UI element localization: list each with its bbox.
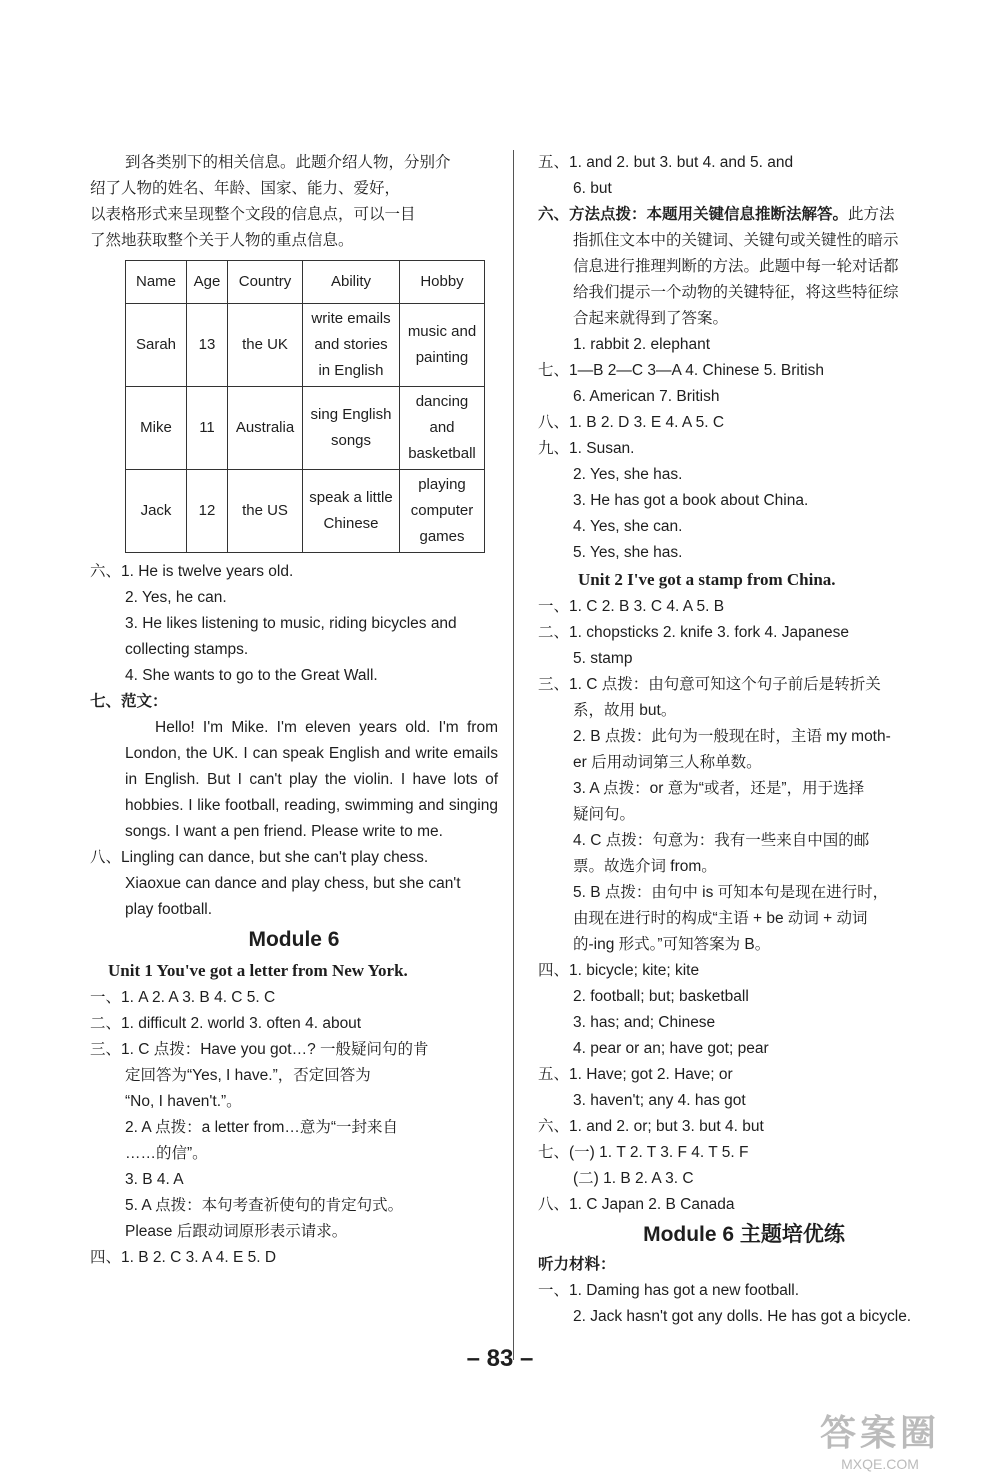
answer-line: 合起来就得到了答案。 [573,310,729,327]
answer-line: 4. Yes, she can. [573,518,683,535]
answer-line: 三、1. C 点拨：由句意可知这个句子前后是转折关 [538,676,881,693]
answer-line: 票。故选介词 from。 [573,858,717,875]
answer-line: 的-ing 形式。”可知答案为 B。 [573,936,771,953]
answer-line: 定回答为“Yes, I have.”，否定回答为 [125,1067,371,1084]
answer-line: 八、1. B 2. D 3. E 4. A 5. C [538,414,725,431]
right-column [538,150,950,1330]
answer-line: 6. but [573,180,612,197]
table-header: Name [126,261,187,304]
answer-line: 2. Yes, she has. [573,466,683,483]
answer-line: 5. A 点拨：本句考查祈使句的肯定句式。 [125,1197,404,1214]
table-header: Hobby [400,261,485,304]
table-cell: sing English songs [303,387,400,470]
answer-line: 九、1. Susan. [538,440,635,457]
answer-line: 一、1. Daming has got a new football. [538,1282,800,1299]
page-number: – 83 – [466,1345,534,1372]
table-cell: Jack [126,470,187,553]
answer-line: 五、1. and 2. but 3. but 4. and 5. and [538,154,794,171]
table-cell: write emails and stories in English [303,304,400,387]
answer-line: 3. He has got a book about China. [573,492,809,509]
method-tip-line [538,202,950,228]
table-cell: 11 [187,387,228,470]
table-cell: 13 [187,304,228,387]
answer-line: 六、1. He is twelve years old. [90,563,294,580]
answer-line: er 后用动词第三人称单数。 [573,754,762,771]
watermark-logo [780,1405,980,1472]
table-row [126,304,485,387]
table-cell: the US [228,470,303,553]
answer-line: 一、1. C 2. B 3. C 4. A 5. B [538,598,725,615]
intro-line: 以表格形式来呈现整个文段的信息点，可以一目 [90,206,416,223]
answer-line: 系，故用 but。 [573,702,677,719]
table-header-row [126,261,485,304]
answer-line: (二) 1. B 2. A 3. C [573,1170,694,1187]
answer-line: 4. C 点拨：句意为：我有一些来自中国的邮 [573,832,870,849]
answer-line: 3. has; and; Chinese [573,1014,716,1031]
answer-line: 八、Lingling can dance, but she can't play chess. [90,849,429,866]
answer-line: 3. He likes listening to music, riding bicycles and [125,615,457,632]
answer-line: ……的信”。 [125,1145,208,1162]
method-tip-bold: 本题用关键信息推断法解答。 [646,206,849,223]
answer-line: 2. B 点拨：此句为一般现在时，主语 my moth- [573,728,891,745]
answer-line: 3. haven't; any 4. has got [573,1092,746,1109]
answer-line: 疑问句。 [573,806,636,823]
table-cell: speak a little Chinese [303,470,400,553]
table-cell: the UK [228,304,303,387]
answer-line: 六、1. and 2. or; but 3. but 4. but [538,1118,764,1135]
table-cell: Australia [228,387,303,470]
answer-line: 二、1. chopsticks 2. knife 3. fork 4. Japanese [538,624,850,641]
listening-label: 听力材料： [538,1256,616,1273]
table-row [126,387,485,470]
answer-line: 八、1. C Japan 2. B Canada [538,1196,735,1213]
answer-line: 4. pear or an; have got; pear [573,1040,769,1057]
person-info-table [125,260,485,553]
answer-line: 3. B 4. A [125,1171,184,1188]
table-cell: Sarah [126,304,187,387]
answer-line: 七、(一) 1. T 2. T 3. F 4. T 5. F [538,1144,749,1161]
unit-title: Unit 2 I've got a stamp from China. [578,570,836,589]
module-title: Module 6 主题培优练 [643,1223,845,1246]
answer-line: 四、1. B 2. C 3. A 4. E 5. D [90,1249,277,1266]
model-essay-text: Hello! I'm Mike. I'm eleven years old. I'm from London, the UK. I can speak English and write emails in English. But I can't play the violin. I have lots of hobbies. I like football, reading, swimming and singing songs. I want a pen friend. Please write to me. [125,719,498,840]
answer-line: play football. [125,901,213,918]
method-tip-label: 六、方法点拨： [538,206,647,223]
answer-line: 1. rabbit 2. elephant [573,336,711,353]
answer-line: 一、1. A 2. A 3. B 4. C 5. C [90,989,276,1006]
answer-line: 七、1—B 2—C 3—A 4. Chinese 5. British [538,362,825,379]
watermark-small-text: MXQE.COM [841,1456,919,1472]
answer-line: Xiaoxue can dance and play chess, but she can't [125,875,461,892]
answer-line: 三、1. C 点拨：Have you got…? 一般疑问句的肯 [90,1041,429,1058]
answer-line: 四、1. bicycle; kite; kite [538,962,700,979]
answer-line: 2. Jack hasn't got any dolls. He has got a bicycle. [573,1308,912,1325]
intro-line: 了然地获取整个关于人物的重点信息。 [90,232,354,249]
left-column [90,150,498,1271]
model-essay-label: 七、范文： [90,693,168,710]
answer-line: 2. A 点拨：a letter from…意为“一封来自 [125,1119,399,1136]
answer-line: 5. B 点拨：由句中 is 可知本句是现在进行时， [573,884,889,901]
column-divider [513,150,514,1360]
table-header: Ability [303,261,400,304]
answer-line: 五、1. Have; got 2. Have; or [538,1066,733,1083]
answer-line: 信息进行推理判断的方法。此题中每一轮对话都 [573,258,899,275]
answer-line: 给我们提示一个动物的关键特征，将这些特征综 [573,284,899,301]
method-tip-rest: 此方法 [848,206,895,223]
watermark-big-text: 答案圈 [819,1412,940,1453]
answer-line: collecting stamps. [125,641,249,658]
answer-line: 由现在进行时的构成“主语 + be 动词 + 动词 [573,910,868,927]
table-cell: Mike [126,387,187,470]
answer-line: “No, I haven't.”。 [125,1093,242,1110]
table-cell: 12 [187,470,228,553]
answer-line: 5. Yes, she has. [573,544,683,561]
answer-line: 2. football; but; basketball [573,988,749,1005]
table-cell: dancing and basketball [400,387,485,470]
intro-line: 到各类别下的相关信息。此题介绍人物，分别介 [125,154,451,171]
answer-line: 3. A 点拨：or 意为“或者，还是”，用于选择 [573,780,865,797]
table-row [126,470,485,553]
table-header: Age [187,261,228,304]
intro-line: 绍了人物的姓名、年龄、国家、能力、爱好， [90,180,401,197]
answer-line: 指抓住文本中的关键词、关键句或关键性的暗示 [573,232,899,249]
table-cell: music and painting [400,304,485,387]
unit-title: Unit 1 You've got a letter from New York. [108,961,408,980]
table-header: Country [228,261,303,304]
answer-line: Please 后跟动词原形表示请求。 [125,1223,348,1240]
answer-line: 二、1. difficult 2. world 3. often 4. about [90,1015,362,1032]
module-title: Module 6 [248,928,340,951]
answer-line: 6. American 7. British [573,388,720,405]
answer-line: 4. She wants to go to the Great Wall. [125,667,378,684]
answer-line: 2. Yes, he can. [125,589,227,606]
answer-line: 5. stamp [573,650,633,667]
table-cell: playing computer games [400,470,485,553]
